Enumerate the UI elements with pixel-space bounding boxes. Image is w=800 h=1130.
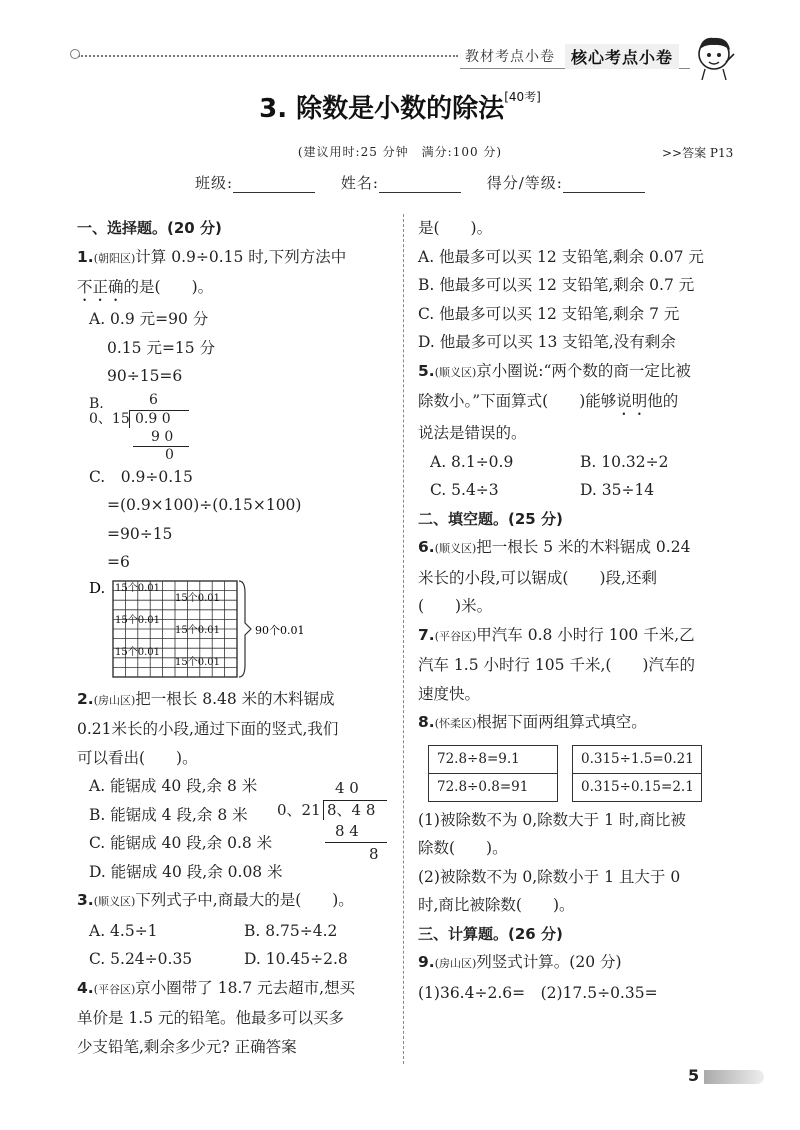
section-heading-choice: 一、选择题。(20 分)	[77, 219, 222, 237]
q2-option-b[interactable]: B. 能锯成 4 段,余 8 米	[89, 805, 248, 824]
q3-option-c[interactable]: C. 5.24÷0.35	[89, 950, 193, 968]
q2-option-d[interactable]: D. 能锯成 40 段,余 0.08 米	[89, 862, 283, 881]
question-3: 3.(顺义区)下列式子中,商最大的是( )。	[77, 891, 354, 909]
hundred-grid-diagram	[77, 577, 377, 685]
name-field[interactable]	[379, 176, 461, 193]
q1-option-d[interactable]	[77, 577, 397, 685]
svg-text:15个0.01: 15个0.01	[115, 614, 160, 626]
q3-option-b[interactable]: B. 8.75÷4.2	[244, 921, 338, 940]
time-score-note: (建议用时:25 分钟 满分:100 分)	[297, 145, 503, 159]
page-title: 3. 除数是小数的除法[40考]	[259, 90, 541, 124]
question-9: 9.(房山区)列竖式计算。(20 分)	[418, 953, 622, 971]
student-fields: 班级: 姓名: 得分/等级:	[195, 172, 665, 193]
q3-option-d[interactable]: D. 10.45÷2.8	[244, 950, 348, 968]
q5-option-d[interactable]: D. 35÷14	[580, 481, 655, 499]
answer-reference: >>答案 P13	[662, 146, 734, 160]
svg-text:15个0.01: 15个0.01	[115, 582, 160, 594]
q1-option-c[interactable]: C. 0.9÷0.15	[89, 467, 193, 486]
svg-text:15个0.01: 15个0.01	[175, 592, 220, 604]
mascot-icon	[690, 32, 738, 82]
q2-option-c[interactable]: C. 能锯成 40 段,余 0.8 米	[89, 834, 273, 852]
header-tag-textbook: 教材考点小卷	[465, 49, 555, 65]
question-4: 4.(平谷区)京小圈带了 18.7 元去超市,想买	[77, 978, 356, 997]
question-6: 6.(顺义区)把一根长 5 米的木料锯成 0.24	[418, 538, 691, 556]
score-field[interactable]	[563, 176, 645, 193]
left-column: 一、选择题。(20 分) 1.(朝阳区)计算 0.9÷0.15 时,下列方法中 不正确的是( )。 A. 0.9 元=90 分 0.15 元=15 分 90÷15=6 B. 6 0、15 0.9 0 9 0 0 C. 0.9÷0.15 =(0.9×100)÷(0.15×100) =90÷15 =6 D. 15个0.01 15个0.01 15个0.01 15个0.01 15个0.01 15个0.01 90个0.01 2.(房山区)把一根长 8.48 米的木料锯成 0.21米长的小段,通过下面的竖式,我们 可以看出( )。 A. 能锯成 40 段,余 8 米 B. 能锯成 4 段,余 8 米 C. 能锯成 40 段,余 0.8 米 D. 能锯成 40 段,余 0.08 米 4 0 0、21 8、4 8 8 4 8 3.(顺义区)下列式子中,商最大的是( )。 A. 4.5÷1 B. 8.75÷4.2 C. 5.24÷0.35 D. 10.45÷2.8 4.(平谷区)京小圈带了 18.7 元去超市,想买 单价是 1.5 元的铅笔。他最多可以买多 少支铅笔,剩余多少元? 正确答案	[77, 214, 397, 1061]
question-8: 8.(怀柔区)根据下面两组算式填空。	[418, 713, 647, 731]
q2-long-division: 4 0 0、21 8、4 8 8 4 8	[277, 778, 387, 868]
equation-boxes	[428, 745, 728, 802]
q4-option-b[interactable]: B. 他最多可以买 12 支铅笔,剩余 0.7 元	[418, 276, 695, 294]
svg-text:15个0.01: 15个0.01	[175, 624, 220, 636]
q5-option-a[interactable]: A. 8.1÷0.9	[430, 452, 514, 471]
q4-option-c[interactable]: C. 他最多可以买 12 支铅笔,剩余 7 元	[418, 304, 680, 323]
question-5: 5.(顺义区)京小圈说:“两个数的商一定比被	[418, 361, 691, 380]
question-7: 7.(平谷区)甲汽车 0.8 小时行 100 千米,乙	[418, 625, 695, 644]
page-number-bar	[704, 1070, 764, 1084]
q4-option-a[interactable]: A. 他最多可以买 12 支铅笔,剩余 0.07 元	[418, 247, 704, 266]
section-heading-fill: 二、填空题。(25 分)	[418, 509, 563, 528]
q5-option-b[interactable]: B. 10.32÷2	[580, 452, 669, 471]
q1-option-b[interactable]: B. 6 0、15 0.9 0 9 0 0	[89, 391, 219, 463]
q3-option-a[interactable]: A. 4.5÷1	[89, 921, 158, 940]
header-tag-core: 核心考点小卷	[565, 44, 679, 69]
svg-text:90个0.01: 90个0.01	[255, 623, 305, 637]
equation-box-2: 0.315÷1.5=0.21 0.315÷0.15=2.1	[572, 745, 702, 802]
svg-text:D.: D.	[89, 578, 106, 597]
page-number: 5	[688, 1066, 700, 1085]
q4-option-d[interactable]: D. 他最多可以买 13 支铅笔,没有剩余	[418, 333, 676, 351]
svg-text:15个0.01: 15个0.01	[175, 656, 220, 668]
column-divider	[403, 214, 404, 1064]
header-dotted-line	[78, 55, 458, 57]
header-circle-icon	[70, 49, 80, 59]
equation-box-1: 72.8÷8=9.1 72.8÷0.8=91	[428, 745, 558, 802]
q5-option-c[interactable]: C. 5.4÷3	[430, 481, 499, 499]
right-column: 是( )。 A. 他最多可以买 12 支铅笔,剩余 0.07 元 B. 他最多可以买 12 支铅笔,剩余 0.7 元 C. 他最多可以买 12 支铅笔,剩余 7 元 D. 他最多可以买 13 支铅笔,没有剩余 5.(顺义区)京小圈说:“两个数的商一定比被 除数小。”下面算式( )能够说明他的 说法是错误的。 A. 8.1÷0.9 B. 10.32÷2 C. 5.4÷3 D. 35÷14 二、填空题。(25 分) 6.(顺义区)把一根长 5 米的木料锯成 0.24 米长的小段,可以锯成( )段,还剩 ( )米。 7.(平谷区)甲汽车 0.8 小时行 100 千米,乙 汽车 1.5 小时行 105 千米,( )汽车的 速度快。 8.(怀柔区)根据下面两组算式填空。 72.8÷8=9.1 72.8÷0.8=91 0.315÷1.5=0.21 0.315÷0.15=2.1 (1)被除数不为 0,除数大于 1 时,商比被 除数( )。 (2)被除数不为 0,除数小于 1 且大于 0 时,商比被除数( )。 三、计算题。(26 分) 9.(房山区)列竖式计算。(20 分) (1)36.4÷2.6= (2)17.5÷0.35=	[418, 214, 728, 1007]
q2-option-a[interactable]: A. 能锯成 40 段,余 8 米	[89, 777, 258, 795]
q9-part-1: (1)36.4÷2.6=	[418, 983, 526, 1002]
question-2: 2.(房山区)把一根长 8.48 米的木料锯成	[77, 689, 335, 708]
svg-text:15个0.01: 15个0.01	[115, 646, 160, 658]
class-field[interactable]	[233, 176, 315, 193]
question-1: 1.(朝阳区)计算 0.9÷0.15 时,下列方法中	[77, 247, 347, 266]
q9-part-2: (2)17.5÷0.35=	[540, 983, 658, 1002]
q1-option-a[interactable]: A. 0.9 元=90 分	[89, 310, 209, 328]
section-heading-calc: 三、计算题。(26 分)	[418, 924, 563, 943]
